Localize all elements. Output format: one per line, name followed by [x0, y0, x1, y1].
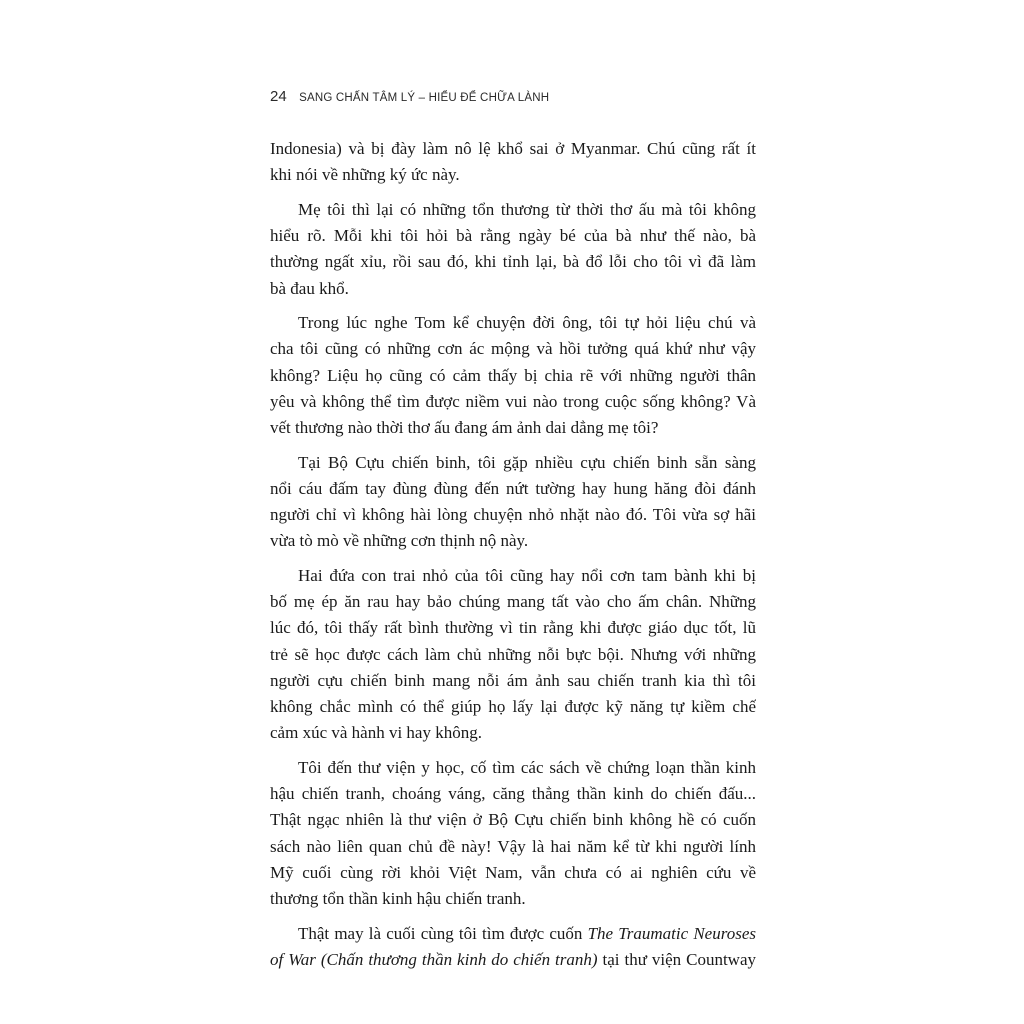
text-line: thường ngất xỉu, rồi sau đó, khi tỉnh lại, bà đổ lỗi cho tôi vì đã làm — [270, 252, 756, 272]
text-line: hậu chiến tranh, choáng váng, căng thẳng thần kinh do chiến đấu... — [270, 784, 756, 804]
text-line — [270, 947, 756, 973]
chapter-running-title: SANG CHẤN TÂM LÝ – HIỂU ĐỂ CHỮA LÀNH — [299, 92, 550, 104]
paragraph — [270, 755, 756, 912]
text-line: trẻ sẽ học được cách làm chủ những nỗi bực bội. Nhưng với những — [270, 644, 756, 664]
text-line: Indonesia) và bị đày làm nô lệ khổ sai ở Myanmar. Chú cũng rất ít — [270, 139, 756, 158]
text-line: sách nào liên quan chủ đề này! Vậy là hai năm kể từ khi người lính — [270, 836, 756, 856]
text-line: Mỹ cuối cùng rời khỏi Việt Nam, vẫn chưa có ai nghiên cứu về — [270, 862, 756, 882]
text-run: Thật may là cuối cùng tôi tìm được cuốn — [298, 923, 588, 943]
text-line: yêu và không thể tìm được niềm vui nào trong cuộc sống không? Và — [270, 391, 756, 411]
text-line: người cựu chiến binh mang nỗi ám ảnh sau chiến tranh kia thì tôi — [270, 670, 756, 690]
paragraph — [270, 197, 756, 302]
text-line: Tại Bộ Cựu chiến binh, tôi gặp nhiều cựu chiến binh sẵn sàng — [298, 452, 756, 472]
text-line: khi nói về những ký ức này. — [270, 165, 460, 185]
text-line: người chỉ vì không hài lòng chuyện nhỏ nhặt nào đó. Tôi vừa sợ hãi — [270, 505, 756, 525]
text-line: Thật ngạc nhiên là thư viện ở Bộ Cựu chiến binh không hề có cuốn — [270, 810, 756, 830]
text-line: không? Liệu họ cũng có cảm thấy bị chia rẽ với những người thân — [270, 365, 756, 385]
text-line: không chắc mình có thể giúp họ lấy lại được kỹ năng tự kiềm chế — [270, 697, 756, 717]
text-line: cảm xúc và hành vi hay không. — [270, 723, 482, 743]
page-number: 24 — [270, 88, 287, 105]
text-line: Hai đứa con trai nhỏ của tôi cũng hay nổi cơn tam bành khi bị — [298, 566, 756, 586]
paragraph — [270, 450, 756, 555]
text-line: bố mẹ ép ăn rau hay bảo chúng mang tất vào cho ấm chân. Những — [270, 592, 756, 612]
text-line: lúc đó, tôi thấy rất bình thường vì tin rằng khi được giáo dục tốt, lũ — [270, 618, 756, 638]
text-line: vết thương nào thời thơ ấu đang ám ảnh dai dẳng mẹ tôi? — [270, 418, 659, 438]
paragraph — [270, 921, 756, 973]
text-line: Tôi đến thư viện y học, cố tìm các sách về chứng loạn thần kinh — [298, 757, 756, 777]
text-line: thương tổn thần kinh hậu chiến tranh. — [270, 888, 526, 908]
text-line: nổi cáu đấm tay đùng đùng đến nứt tường hay hung hăng đòi đánh — [270, 478, 756, 498]
paragraph — [270, 310, 756, 441]
book-title-italic: of War (Chấn thương thần kinh do chiến tranh) — [270, 949, 598, 969]
paragraph — [270, 136, 756, 188]
text-run: tại thư viện Countway — [597, 949, 756, 969]
body-text — [270, 136, 756, 982]
text-line: vừa tò mò về những cơn thịnh nộ này. — [270, 531, 529, 551]
text-line — [270, 921, 756, 947]
paragraph — [270, 563, 756, 746]
text-line: bà đau khổ. — [270, 278, 349, 298]
text-line: Trong lúc nghe Tom kể chuyện đời ông, tôi tự hỏi liệu chú và — [298, 313, 756, 333]
running-head — [270, 88, 770, 112]
text-line: Mẹ tôi thì lại có những tổn thương từ thời thơ ấu mà tôi không — [298, 199, 756, 219]
text-line: hiểu rõ. Mỗi khi tôi hỏi bà rằng ngày bé của bà như thế nào, bà — [270, 226, 756, 246]
book-title-italic: The Traumatic Neuroses — [587, 923, 756, 943]
text-line: cha tôi cũng có những cơn ác mộng và hồi tưởng quá khứ như vậy — [270, 339, 756, 359]
